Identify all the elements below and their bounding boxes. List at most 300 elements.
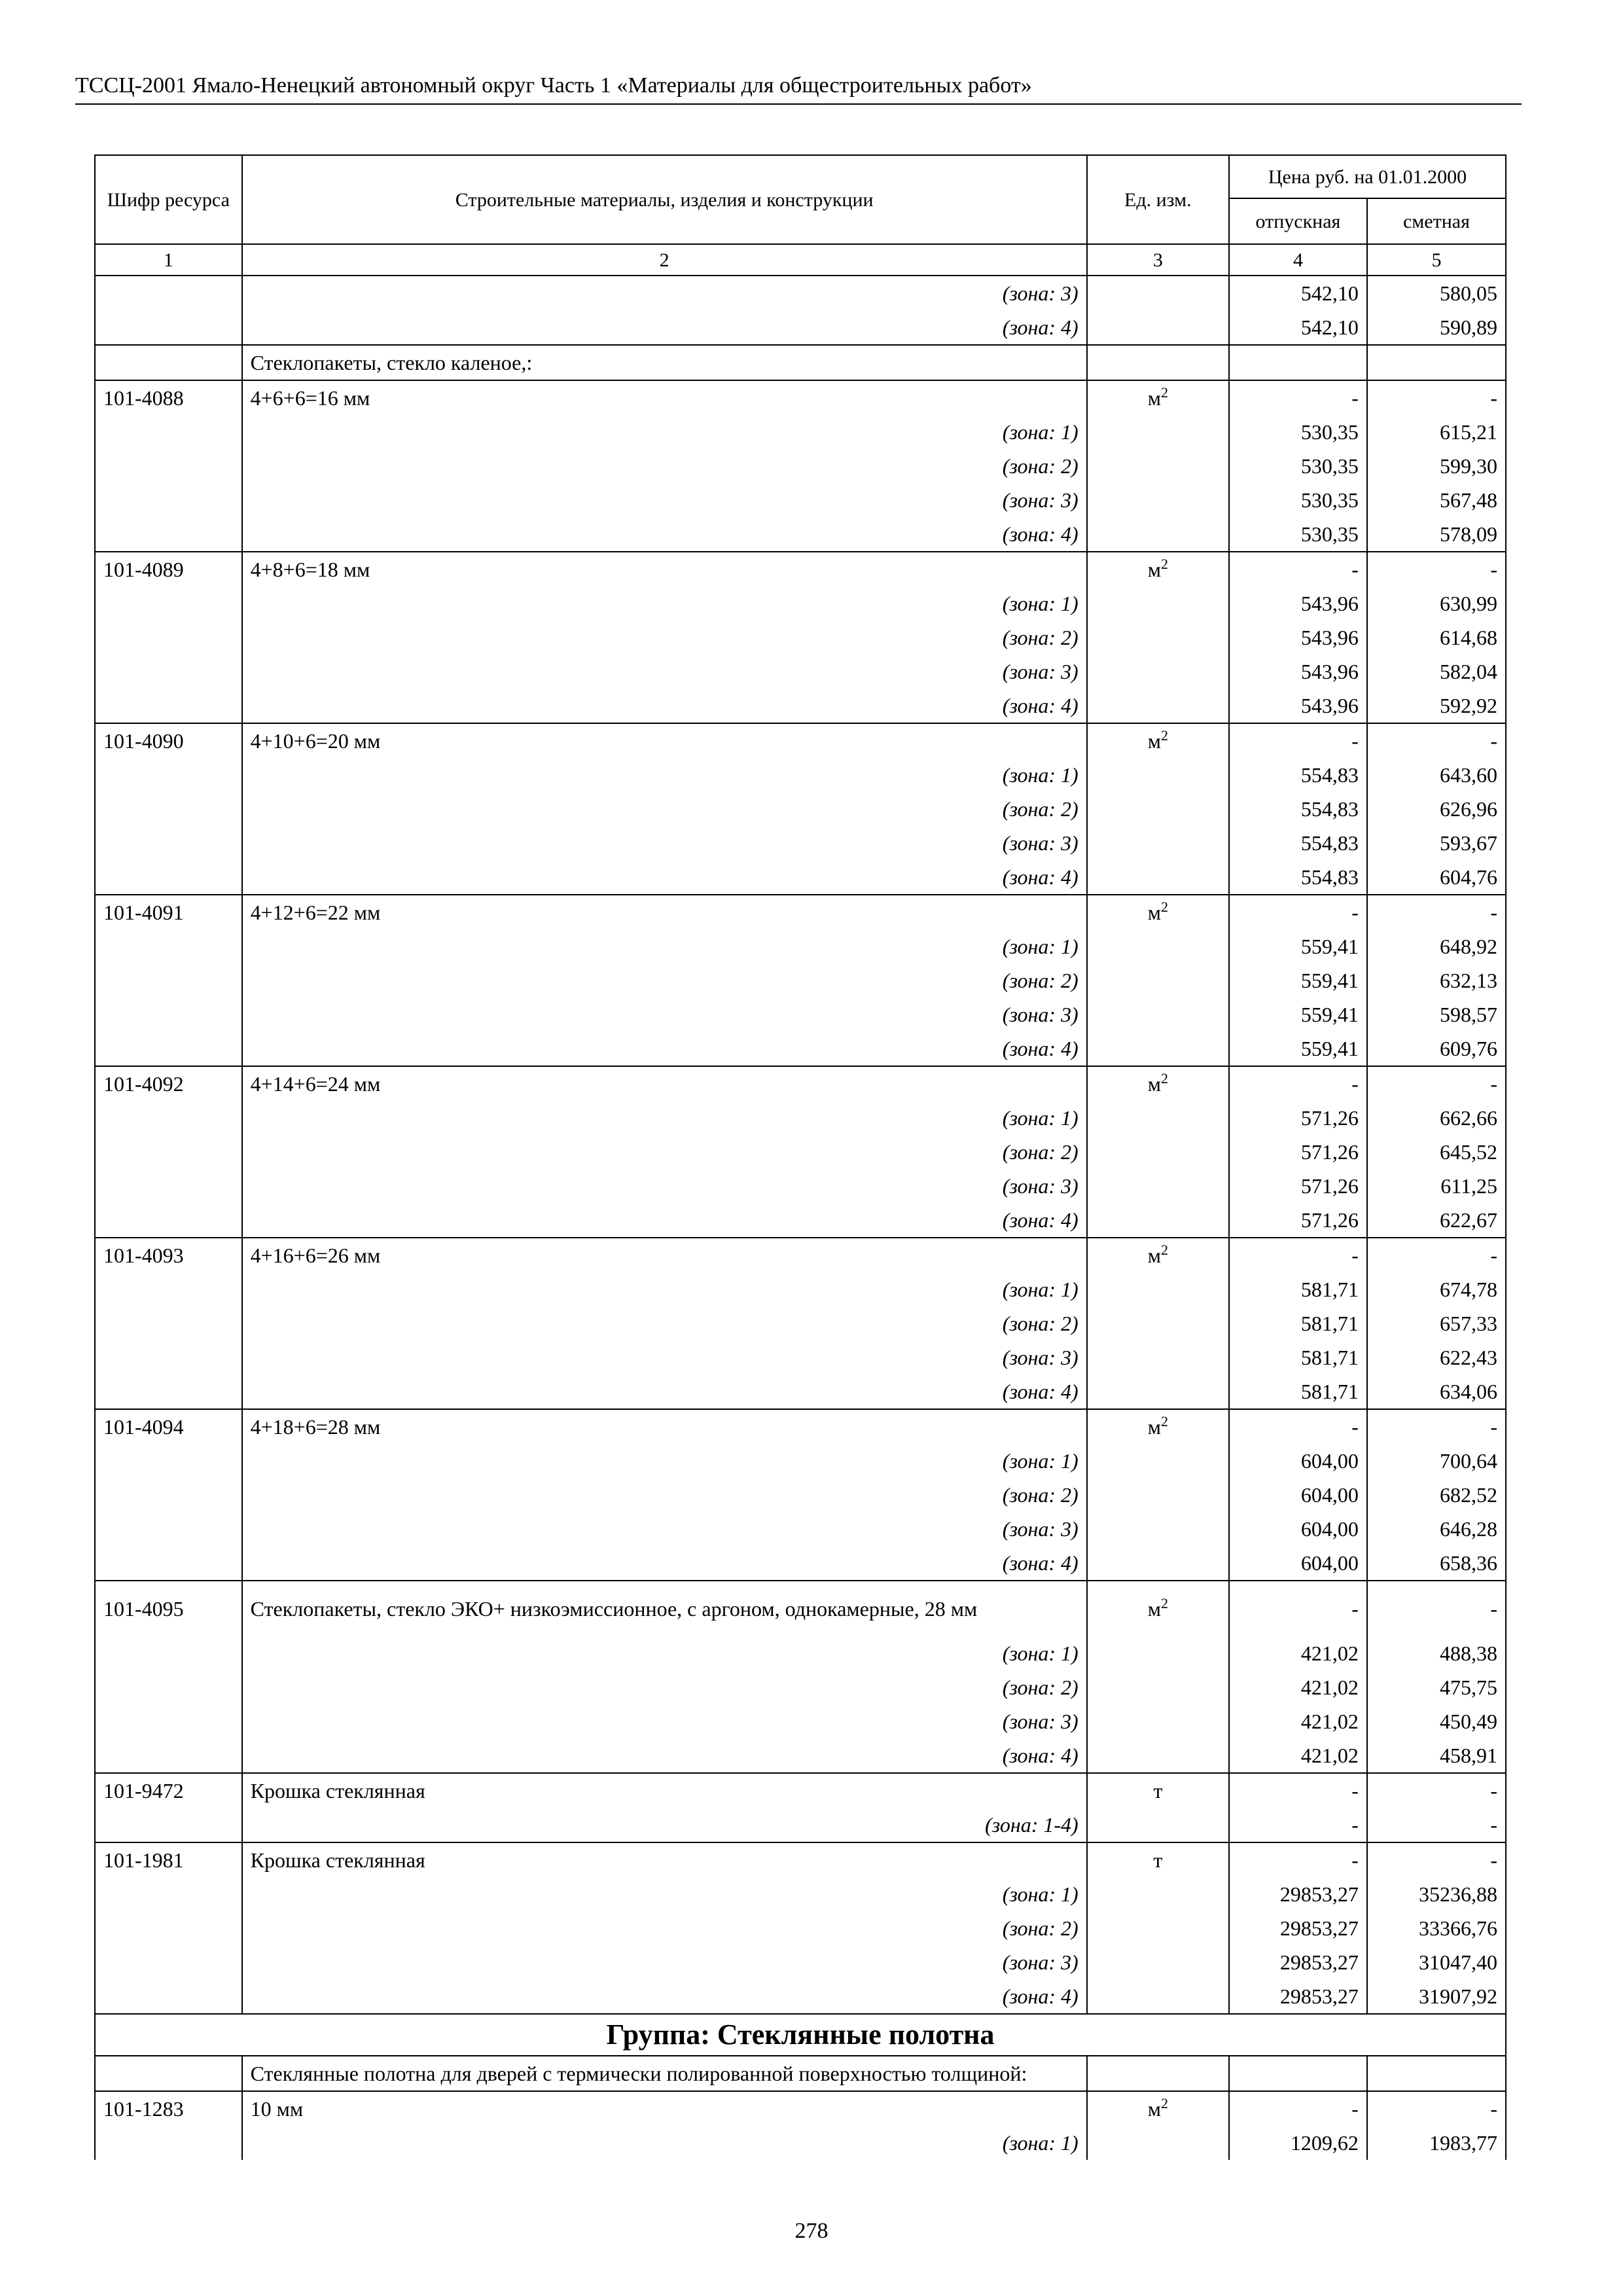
zone-row [95,1911,1506,1945]
zone-label: (зона: 4) [242,1374,1087,1409]
estimate-price: 475,75 [1367,1670,1506,1704]
code-cell [95,963,242,997]
zone-row [95,1374,1506,1409]
release-price: 581,71 [1229,1374,1367,1409]
code-cell [95,1704,242,1738]
unit-label: м [1147,2097,1161,2121]
resource-row [95,895,1506,929]
estimate-price-cell [1367,2056,1506,2091]
estimate-price: 31047,40 [1367,1945,1506,1979]
col-number: 2 [242,244,1087,276]
code-cell [95,689,242,723]
release-price: 571,26 [1229,1169,1367,1203]
zone-label: (зона: 2) [242,963,1087,997]
resource-name: 4+6+6=16 мм [242,380,1087,415]
zone-label: (зона: 1) [242,1877,1087,1911]
zone-row [95,655,1506,689]
zone-row [95,1478,1506,1512]
resource-row [95,2091,1506,2126]
code-cell [95,758,242,792]
zone-label: (зона: 4) [242,689,1087,723]
release-price: 559,41 [1229,963,1367,997]
unit-cell [1087,1238,1229,1272]
estimate-price: - [1367,1066,1506,1101]
unit-cell [1087,1135,1229,1169]
zone-label: (зона: 2) [242,1135,1087,1169]
unit-cell [1087,758,1229,792]
unit-exponent: 2 [1160,556,1168,572]
unit-cell [1087,1340,1229,1374]
release-price: 571,26 [1229,1101,1367,1135]
unit-label: м [1147,1072,1161,1096]
estimate-price: 31907,92 [1367,1979,1506,2014]
unit-cell [1087,1169,1229,1203]
code-cell [95,1101,242,1135]
release-price: - [1229,552,1367,586]
code-cell [95,449,242,483]
estimate-price: 658,36 [1367,1546,1506,1581]
release-price: - [1229,1238,1367,1272]
code-cell [95,929,242,963]
col-number: 4 [1229,244,1367,276]
code-cell [95,655,242,689]
unit-cell [1087,449,1229,483]
unit-cell [1087,723,1229,758]
code-cell [95,483,242,517]
zone-row [95,1704,1506,1738]
code-cell [95,1546,242,1581]
unit-cell [1087,1877,1229,1911]
resource-code: 101-4094 [95,1409,242,1444]
release-price: 571,26 [1229,1135,1367,1169]
unit-cell [1087,380,1229,415]
zone-label: (зона: 3) [242,276,1087,310]
zone-label: (зона: 1) [242,1272,1087,1306]
release-price: 604,00 [1229,1512,1367,1546]
page-number: 278 [794,2219,829,2243]
code-cell [95,1808,242,1842]
release-price: - [1229,2091,1367,2126]
release-price: 581,71 [1229,1306,1367,1340]
release-price: 542,10 [1229,276,1367,310]
estimate-price: 630,99 [1367,586,1506,620]
release-price: - [1229,723,1367,758]
zone-row [95,2126,1506,2160]
zone-row [95,310,1506,345]
zone-row [95,1306,1506,1340]
code-cell [95,826,242,860]
zone-row [95,1203,1506,1238]
release-price: 554,83 [1229,792,1367,826]
unit-cell [1087,1979,1229,2014]
estimate-price: - [1367,895,1506,929]
zone-label: (зона: 4) [242,1979,1087,2014]
resource-name: 4+14+6=24 мм [242,1066,1087,1101]
zone-row [95,276,1506,310]
unit-label: м [1147,1244,1161,1267]
zone-label: (зона: 3) [242,826,1087,860]
section-title: Стеклянные полотна для дверей с термически полированной поверхностью толщиной: [242,2056,1087,2091]
unit-cell [1087,997,1229,1031]
col-number: 5 [1367,244,1506,276]
estimate-price: 622,43 [1367,1340,1506,1374]
zone-row [95,997,1506,1031]
zone-row [95,1169,1506,1203]
resource-row [95,1066,1506,1101]
unit-label: т [1153,1779,1163,1803]
zone-label: (зона: 3) [242,997,1087,1031]
estimate-price: - [1367,1842,1506,1877]
unit-cell [1087,826,1229,860]
code-cell [95,2056,242,2091]
unit-cell [1087,415,1229,449]
zone-row [95,1808,1506,1842]
col-header-unit: Ед. изм. [1087,155,1229,244]
unit-cell [1087,1546,1229,1581]
release-price: 581,71 [1229,1340,1367,1374]
unit-label: м [1147,558,1161,581]
zone-row [95,1738,1506,1773]
unit-exponent: 2 [1160,1595,1168,1611]
unit-label: м [1147,1415,1161,1439]
release-price: 530,35 [1229,483,1367,517]
unit-cell [1087,963,1229,997]
zone-label: (зона: 4) [242,1031,1087,1066]
zone-row [95,415,1506,449]
unit-cell [1087,517,1229,552]
unit-exponent: 2 [1160,384,1168,401]
price-table [94,154,1507,2160]
unit-cell [1087,792,1229,826]
resource-name: 10 мм [242,2091,1087,2126]
unit-cell [1087,1704,1229,1738]
release-price: 530,35 [1229,415,1367,449]
table-body [95,276,1506,2160]
col-header-name: Строительные материалы, изделия и конструкции [242,155,1087,244]
zone-row [95,826,1506,860]
zone-row [95,689,1506,723]
code-cell [95,1272,242,1306]
resource-code: 101-1283 [95,2091,242,2126]
estimate-price: 646,28 [1367,1512,1506,1546]
zone-row [95,1340,1506,1374]
estimate-price: 615,21 [1367,415,1506,449]
resource-code: 101-4088 [95,380,242,415]
zone-row [95,1636,1506,1670]
unit-cell [1087,1911,1229,1945]
code-cell [95,276,242,310]
resource-name: 4+12+6=22 мм [242,895,1087,929]
code-cell [95,1478,242,1512]
col-header-estimate: сметная [1367,198,1506,244]
unit-cell [1087,1581,1229,1636]
code-cell [95,586,242,620]
unit-cell [1087,1512,1229,1546]
resource-row [95,1773,1506,1808]
unit-label: т [1153,1848,1163,1872]
estimate-price: 590,89 [1367,310,1506,345]
zone-label: (зона: 3) [242,1169,1087,1203]
unit-cell [1087,2091,1229,2126]
unit-cell [1087,1306,1229,1340]
unit-cell [1087,1409,1229,1444]
estimate-price: 599,30 [1367,449,1506,483]
code-cell [95,2126,242,2160]
section-title: Стеклопакеты, стекло каленое,: [242,345,1087,380]
resource-code: 101-4091 [95,895,242,929]
document-header: ТССЦ-2001 Ямало-Ненецкий автономный округ Часть 1 «Материалы для общестроительных работ» [75,73,1522,105]
resource-row [95,1842,1506,1877]
unit-cell [1087,276,1229,310]
zone-row [95,1135,1506,1169]
resource-row [95,1238,1506,1272]
estimate-price: 645,52 [1367,1135,1506,1169]
resource-code: 101-4093 [95,1238,242,1272]
zone-label: (зона: 3) [242,483,1087,517]
code-cell [95,1169,242,1203]
estimate-price: - [1367,1773,1506,1808]
unit-cell [1087,1031,1229,1066]
zone-row [95,1444,1506,1478]
unit-cell [1087,1444,1229,1478]
release-price: 543,96 [1229,620,1367,655]
zone-label: (зона: 1) [242,1444,1087,1478]
unit-cell [1087,1203,1229,1238]
code-cell [95,1340,242,1374]
unit-exponent: 2 [1160,1242,1168,1258]
unit-cell [1087,929,1229,963]
release-price-cell [1229,345,1367,380]
release-price: 604,00 [1229,1546,1367,1581]
zone-label: (зона: 1) [242,586,1087,620]
estimate-price: 604,76 [1367,860,1506,895]
release-price: - [1229,1409,1367,1444]
estimate-price: 592,92 [1367,689,1506,723]
estimate-price: 488,38 [1367,1636,1506,1670]
estimate-price: 593,67 [1367,826,1506,860]
release-price: - [1229,1842,1367,1877]
estimate-price: 700,64 [1367,1444,1506,1478]
code-cell [95,792,242,826]
release-price: 530,35 [1229,449,1367,483]
resource-code: 101-4092 [95,1066,242,1101]
unit-cell [1087,1842,1229,1877]
code-cell [95,1738,242,1773]
resource-code: 101-1981 [95,1842,242,1877]
release-price: - [1229,380,1367,415]
zone-row [95,1031,1506,1066]
release-price: 421,02 [1229,1738,1367,1773]
unit-cell [1087,1272,1229,1306]
code-cell [95,517,242,552]
release-price: 581,71 [1229,1272,1367,1306]
code-cell [95,345,242,380]
section-heading-row [95,345,1506,380]
release-price: 29853,27 [1229,1945,1367,1979]
unit-cell [1087,689,1229,723]
unit-exponent: 2 [1160,1413,1168,1429]
resource-row [95,723,1506,758]
resource-name: 4+8+6=18 мм [242,552,1087,586]
zone-row [95,517,1506,552]
zone-label: (зона: 4) [242,517,1087,552]
unit-cell [1087,1374,1229,1409]
zone-row [95,963,1506,997]
zone-label: (зона: 3) [242,1704,1087,1738]
code-cell [95,1512,242,1546]
zone-row [95,620,1506,655]
zone-label: (зона: 1) [242,1636,1087,1670]
zone-label: (зона: 1) [242,929,1087,963]
code-cell [95,620,242,655]
zone-label: (зона: 3) [242,1340,1087,1374]
zone-label: (зона: 2) [242,1670,1087,1704]
release-price: 559,41 [1229,997,1367,1031]
resource-row [95,1581,1506,1636]
group-title: Группа: Стеклянные полотна [95,2014,1506,2056]
release-price: - [1229,1773,1367,1808]
code-cell [95,997,242,1031]
estimate-price: 634,06 [1367,1374,1506,1409]
zone-label: (зона: 1) [242,1101,1087,1135]
unit-cell [1087,1945,1229,1979]
code-cell [95,1670,242,1704]
unit-cell [1087,2126,1229,2160]
zone-label: (зона: 1) [242,415,1087,449]
release-price: 571,26 [1229,1203,1367,1238]
unit-cell [1087,1670,1229,1704]
code-cell [95,1945,242,1979]
estimate-price: 648,92 [1367,929,1506,963]
estimate-price: 578,09 [1367,517,1506,552]
zone-label: (зона: 2) [242,1306,1087,1340]
unit-cell [1087,860,1229,895]
group-heading-row [95,2014,1506,2056]
estimate-price: - [1367,1581,1506,1636]
zone-label: (зона: 4) [242,1546,1087,1581]
section-heading-row [95,2056,1506,2091]
estimate-price: - [1367,723,1506,758]
zone-row [95,1979,1506,2014]
unit-cell [1087,1478,1229,1512]
resource-name: 4+10+6=20 мм [242,723,1087,758]
release-price: - [1229,1808,1367,1842]
zone-label: (зона: 3) [242,1945,1087,1979]
estimate-price: 582,04 [1367,655,1506,689]
unit-exponent: 2 [1160,2095,1168,2111]
zone-row [95,929,1506,963]
release-price: - [1229,1581,1367,1636]
zone-row [95,1272,1506,1306]
zone-row [95,1670,1506,1704]
resource-code: 101-4090 [95,723,242,758]
unit-cell [1087,2056,1229,2091]
resource-code: 101-9472 [95,1773,242,1808]
resource-code: 101-4095 [95,1581,242,1636]
estimate-price: 35236,88 [1367,1877,1506,1911]
estimate-price: - [1367,2091,1506,2126]
release-price: 604,00 [1229,1444,1367,1478]
unit-label: м [1147,729,1161,753]
zone-row [95,449,1506,483]
unit-cell [1087,1101,1229,1135]
release-price: 543,96 [1229,655,1367,689]
unit-cell [1087,345,1229,380]
code-cell [95,1031,242,1066]
code-cell [95,1306,242,1340]
estimate-price: - [1367,1238,1506,1272]
code-cell [95,1877,242,1911]
estimate-price: - [1367,380,1506,415]
estimate-price: 598,57 [1367,997,1506,1031]
unit-label: м [1147,901,1161,924]
release-price: - [1229,895,1367,929]
estimate-price: 622,67 [1367,1203,1506,1238]
col-number: 1 [95,244,242,276]
zone-label: (зона: 1-4) [242,1808,1087,1842]
code-cell [95,1911,242,1945]
estimate-price: 632,13 [1367,963,1506,997]
unit-label: м [1147,1597,1161,1621]
unit-cell [1087,1808,1229,1842]
zone-label: (зона: 3) [242,655,1087,689]
zone-row [95,860,1506,895]
release-price: 421,02 [1229,1636,1367,1670]
unit-cell [1087,310,1229,345]
zone-label: (зона: 4) [242,860,1087,895]
resource-name: 4+18+6=28 мм [242,1409,1087,1444]
code-cell [95,1374,242,1409]
unit-cell [1087,620,1229,655]
code-cell [95,415,242,449]
estimate-price: 567,48 [1367,483,1506,517]
release-price: 554,83 [1229,758,1367,792]
zone-label: (зона: 2) [242,792,1087,826]
release-price: 421,02 [1229,1704,1367,1738]
release-price: 29853,27 [1229,1979,1367,2014]
unit-exponent: 2 [1160,727,1168,744]
col-header-code: Шифр ресурса [95,155,242,244]
resource-name: Крошка стеклянная [242,1842,1087,1877]
col-header-release: отпускная [1229,198,1367,244]
code-cell [95,1135,242,1169]
estimate-price: 614,68 [1367,620,1506,655]
resource-code: 101-4089 [95,552,242,586]
zone-label: (зона: 4) [242,1738,1087,1773]
zone-row [95,1877,1506,1911]
unit-cell [1087,895,1229,929]
estimate-price: 450,49 [1367,1704,1506,1738]
unit-cell [1087,586,1229,620]
zone-row [95,1101,1506,1135]
unit-exponent: 2 [1160,1070,1168,1086]
resource-name: Крошка стеклянная [242,1773,1087,1808]
zone-label: (зона: 4) [242,310,1087,345]
zone-row [95,483,1506,517]
resource-row [95,552,1506,586]
unit-label: м [1147,386,1161,410]
zone-label: (зона: 2) [242,1911,1087,1945]
code-cell [95,310,242,345]
zone-row [95,1546,1506,1581]
zone-row [95,792,1506,826]
estimate-price: 657,33 [1367,1306,1506,1340]
estimate-price: 609,76 [1367,1031,1506,1066]
zone-label: (зона: 3) [242,1512,1087,1546]
release-price: 554,83 [1229,860,1367,895]
release-price: - [1229,1066,1367,1101]
resource-name: 4+16+6=26 мм [242,1238,1087,1272]
